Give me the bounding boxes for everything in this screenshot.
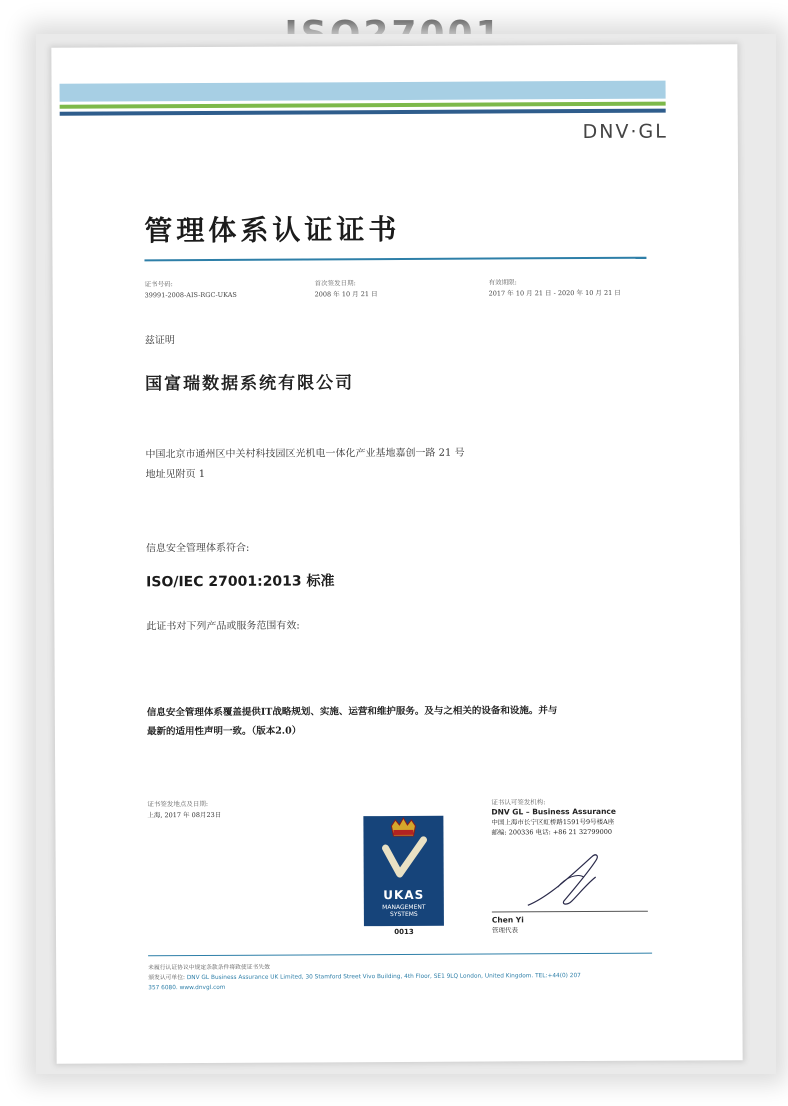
issuer-name: DNV GL – Business Assurance: [491, 806, 616, 817]
meta-certificate-number: [145, 279, 237, 301]
scope-line: 最新的适用性声明一致。（版本2.0）: [146, 725, 302, 738]
meta-label: 有效期限:: [488, 278, 517, 287]
header-band-green: [60, 102, 666, 109]
crown-check-icon: [363, 816, 443, 888]
scope-text: [147, 701, 657, 742]
company-name: 国富瑞数据系统有限公司: [145, 373, 355, 395]
issuer-contact: 邮编: 200336 电话: +86 21 32799000: [491, 827, 613, 837]
title-underline: [144, 257, 646, 262]
issuer-address: 中国上海市长宁区虹桥路1591号9号楼A座: [491, 817, 615, 827]
conformity-text: 信息安全管理体系符合:: [145, 542, 250, 555]
dnvgl-logo: DNV·GL: [582, 120, 668, 144]
validity-text: 此证书对下列产品或服务范围有效:: [146, 620, 300, 633]
standard-name: ISO/IEC 27001:2013 标准: [146, 573, 335, 591]
footer-divider: [148, 953, 652, 957]
footer-line: 357 6080. www.dnvgl.com: [148, 984, 226, 992]
company-address: [145, 444, 464, 486]
issuing-body: [491, 797, 616, 838]
header-band-dark-blue: [60, 109, 666, 116]
meta-value: 39991-2008-AIS-RGC-UKAS: [144, 290, 237, 300]
signer-title: 管理代表: [491, 926, 518, 935]
footer-address: DNV GL Business Assurance UK Limited, 30 Stamford Street Vivo Building, 4th Floor, SE1 9LQ London, United Kingdom. TEL:+44(0) 207: [186, 973, 581, 982]
ukas-subtitle: [364, 904, 444, 918]
certificate-title: 管理体系认证证书: [144, 212, 401, 248]
address-line: 地址见附页 1: [145, 469, 206, 481]
issuer-label: 证书认可签发机构:: [491, 798, 546, 807]
signer-name: Chen Yi: [491, 915, 524, 925]
header-band-light-blue: [60, 81, 666, 102]
ukas-accreditation-mark: [363, 816, 444, 926]
issue-place-date: [147, 799, 221, 821]
scope-line: 信息安全管理体系覆盖提供IT战略规划、实施、运营和维护服务。及与之相关的设备和设施。并与: [146, 705, 558, 719]
ukas-sub-line: SYSTEMS: [389, 910, 418, 919]
footer-label: 颁发认可单位:: [148, 975, 185, 982]
hereby-text: 兹证明: [144, 335, 175, 347]
certificate-document: [51, 44, 742, 1064]
ukas-sub-line: MANAGEMENT: [382, 903, 426, 912]
footer: [148, 961, 658, 994]
address-line: 中国北京市通州区中关村科技园区光机电一体化产业基地嘉创一路 21 号: [145, 447, 465, 461]
ukas-name: UKAS: [383, 887, 425, 903]
signer: [492, 915, 524, 935]
footer-line: 未履行认证协议中规定条款条件将致使证书失效: [148, 964, 270, 972]
issue-label: 证书签发地点及日期:: [147, 799, 209, 809]
meta-validity-period: [489, 277, 621, 300]
signature-icon: [518, 847, 628, 914]
issue-value: 上海, 2017 年 08月23日: [147, 810, 222, 820]
ukas-number: 0013: [394, 927, 414, 937]
meta-label: 首次签发日期:: [314, 279, 356, 288]
meta-first-issue: [315, 278, 378, 300]
meta-value: 2008 年 10 月 21 日: [314, 290, 378, 299]
meta-label: 证书号码:: [144, 280, 173, 289]
meta-value: 2017 年 10 月 21 日 - 2020 年 10 月 21 日: [488, 288, 621, 298]
